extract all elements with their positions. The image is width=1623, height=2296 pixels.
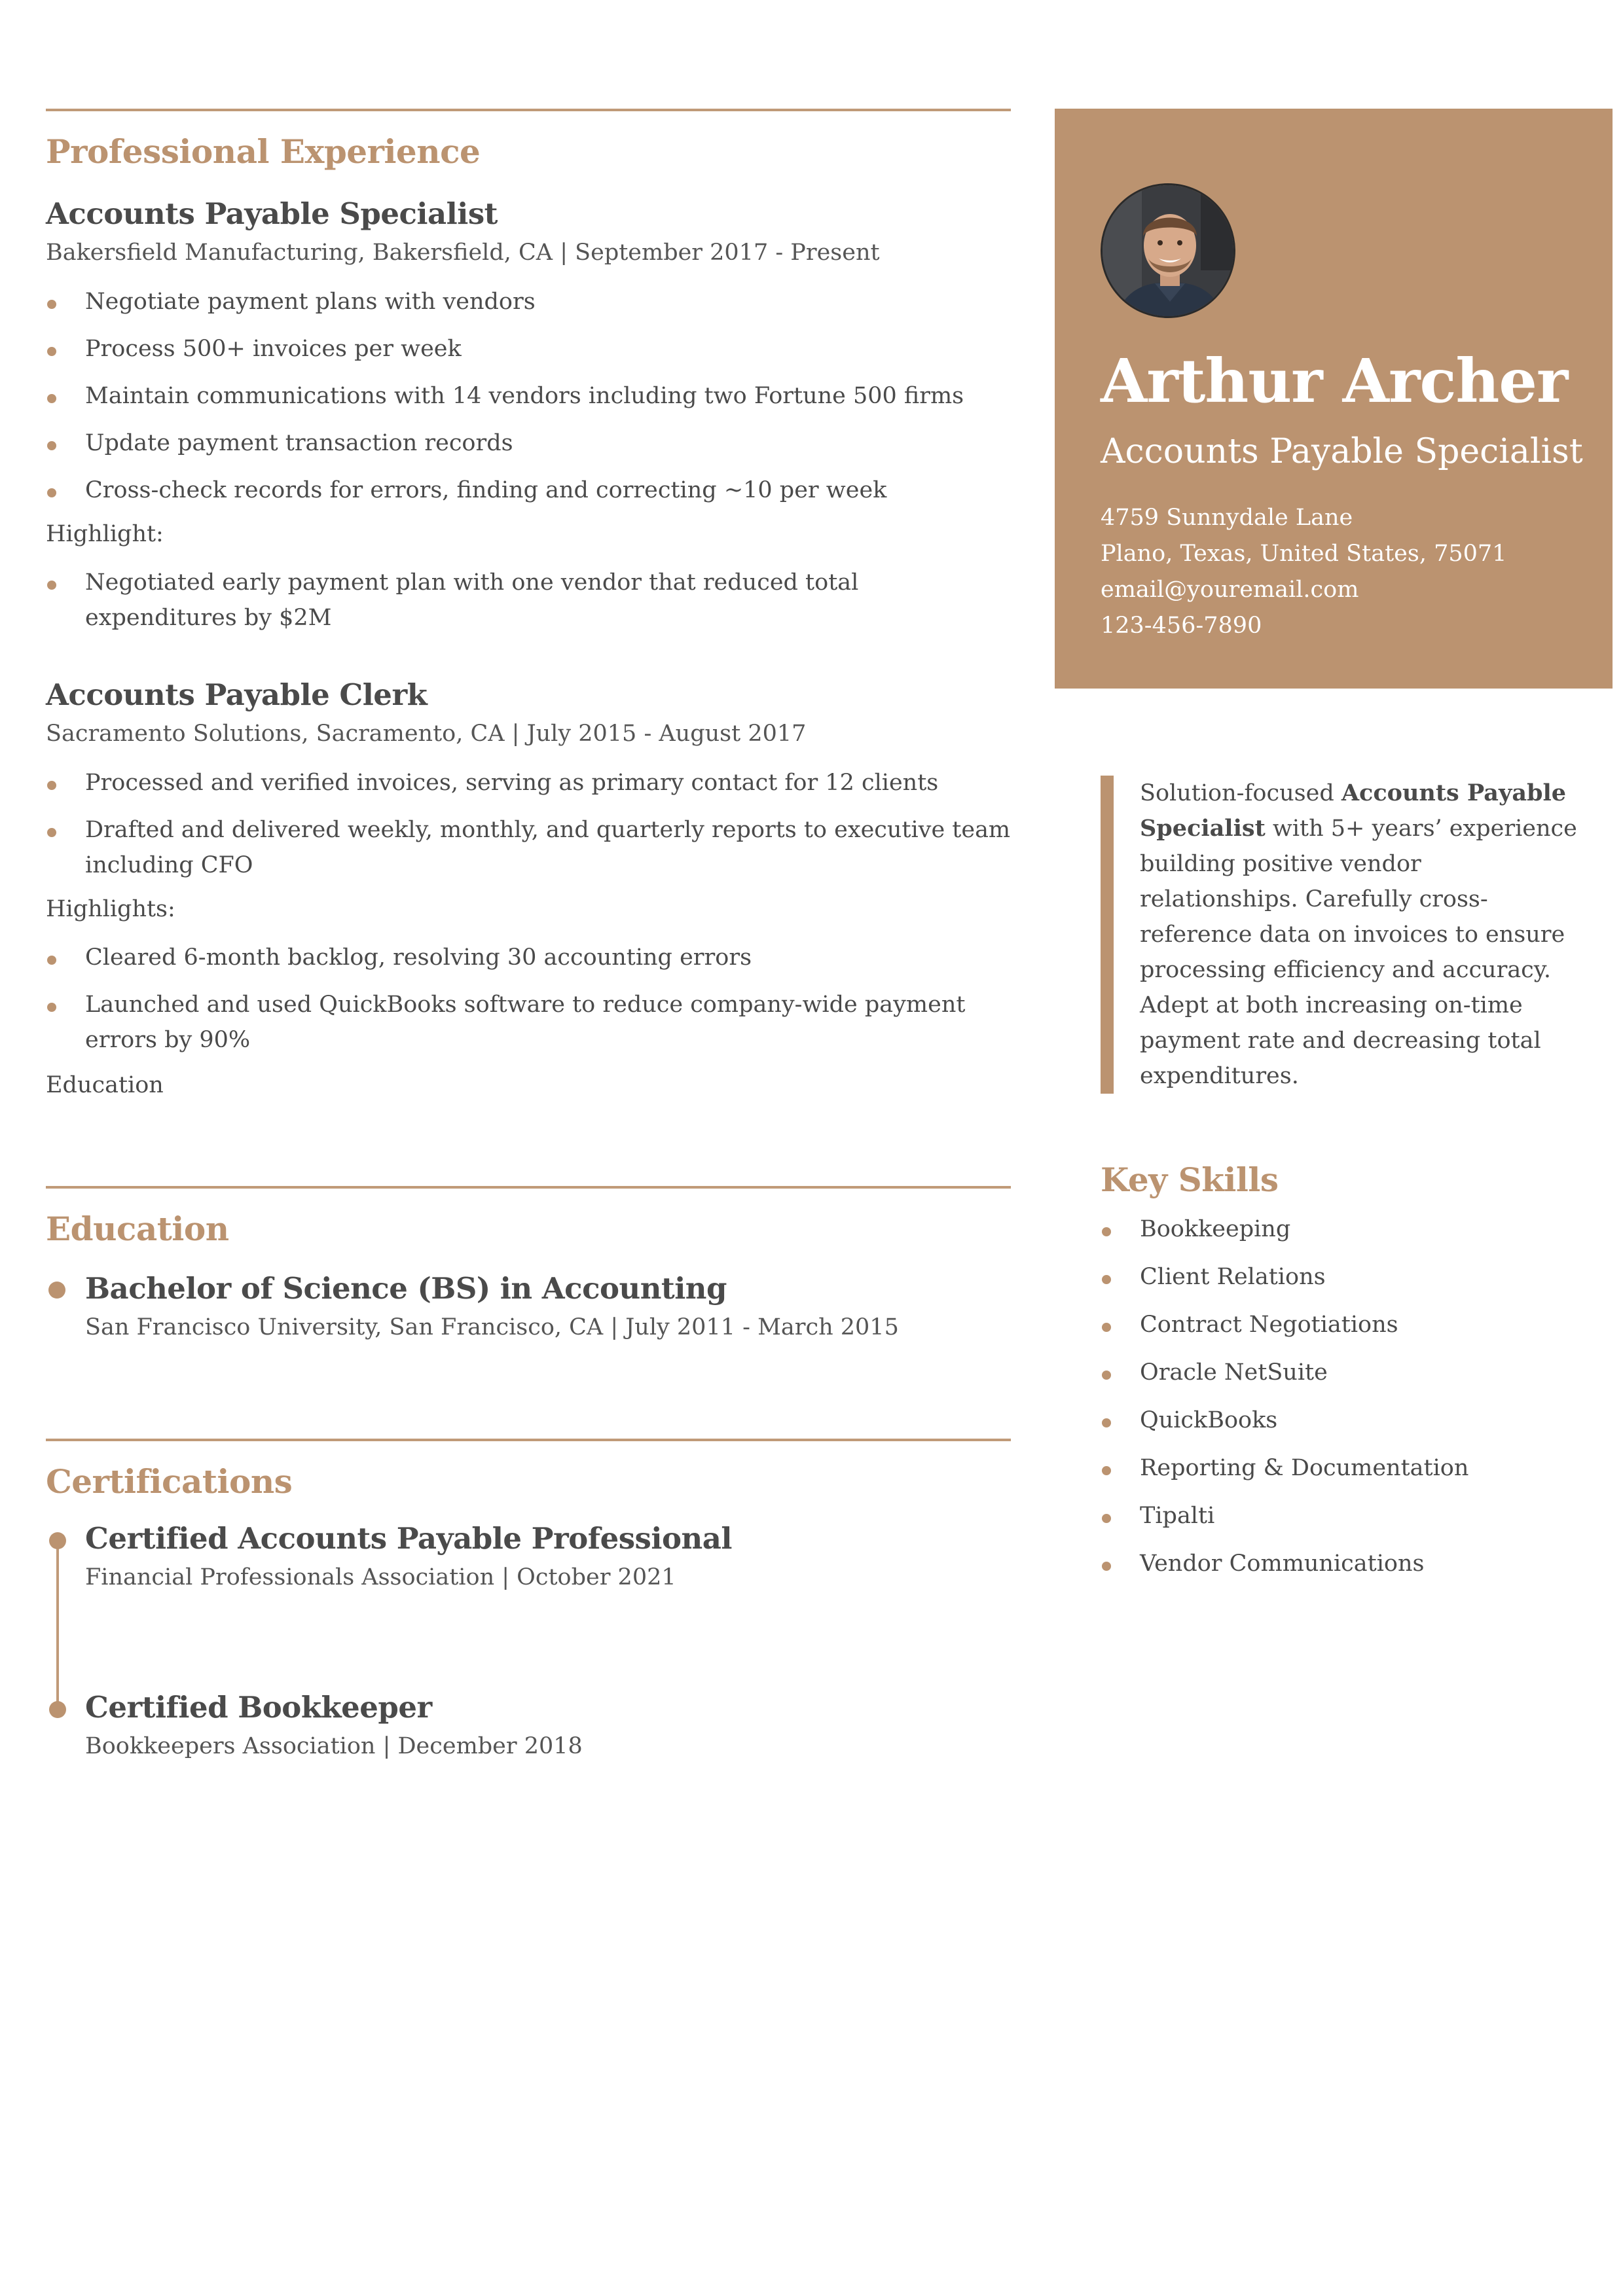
job-meta: Sacramento Solutions, Sacramento, CA | July 2015 - August 2017: [46, 721, 807, 747]
highlights-label: Highlight:: [46, 520, 164, 547]
bullet-dot: [1102, 1466, 1111, 1475]
avatar: [1101, 183, 1235, 318]
list-item: Cross-check records for errors, finding and correcting ~10 per week: [46, 473, 1011, 508]
certification-meta: Financial Professionals Association | October 2021: [85, 1564, 676, 1590]
list-item: Drafted and delivered weekly, monthly, and quarterly reports to executive team including CFO: [46, 812, 1011, 883]
job-duties-list: [46, 765, 1011, 883]
bullet-dot: [47, 441, 56, 450]
avatar-photo: [1103, 185, 1235, 318]
job-meta: Bakersfield Manufacturing, Bakersfield, CA | September 2017 - Present: [46, 240, 880, 266]
summary-bold-title: Accounts Payable Specialist: [1140, 780, 1567, 842]
address-line-2: Plano, Texas, United States, 75071: [1101, 540, 1507, 567]
address-line-1: 4759 Sunnydale Lane: [1101, 504, 1353, 531]
skill-item: Vendor Communications: [1101, 1546, 1598, 1581]
skill-item: Tipalti: [1101, 1498, 1598, 1534]
candidate-headline: Accounts Payable Specialist: [1101, 432, 1583, 472]
summary-intro: Solution-focused: [1140, 780, 1341, 806]
timeline-dot: [49, 1701, 66, 1718]
skills-list: [1101, 1211, 1598, 1581]
certification-item: [46, 1690, 1011, 1759]
candidate-name: Arthur Archer: [1101, 346, 1568, 416]
bullet-dot: [47, 828, 56, 837]
certification-meta: Bookkeepers Association | December 2018: [85, 1732, 583, 1759]
job-entry: [46, 196, 1011, 636]
degree-title: Bachelor of Science (BS) in Accounting: [85, 1270, 727, 1306]
section-title-education: Education: [46, 1209, 229, 1248]
timeline-dot: [49, 1532, 66, 1549]
bullet-dot: [47, 488, 56, 497]
skill-item: Reporting & Documentation: [1101, 1450, 1598, 1486]
skill-item: QuickBooks: [1101, 1403, 1598, 1438]
skill-item: Bookkeeping: [1101, 1211, 1598, 1247]
list-item: Negotiated early payment plan with one vendor that reduced total expenditures by $2M: [46, 565, 1011, 636]
bullet-dot: [47, 781, 56, 790]
job-title: Accounts Payable Clerk: [46, 677, 428, 712]
certification-item: [46, 1521, 1011, 1590]
bullet-dot: [1102, 1371, 1111, 1380]
skill-item: Oracle NetSuite: [1101, 1355, 1598, 1390]
summary-rest: with 5+ years’ experience building positive vendor relationships. Carefully cross-reference data on invoices to ensure processing efficiency and accuracy. Adept at both increasing on-time payment rate and decreasing total expenditures.: [1140, 816, 1577, 1089]
section-title-certifications: Certifications: [46, 1462, 293, 1501]
certification-name: Certified Accounts Payable Professional: [85, 1520, 732, 1556]
list-item: Process 500+ invoices per week: [46, 331, 1011, 367]
job-duties-list: [46, 284, 1011, 508]
certifications-timeline: [46, 1521, 1011, 1759]
job-title: Accounts Payable Specialist: [46, 196, 498, 231]
list-item: Cleared 6-month backlog, resolving 30 accounting errors: [46, 940, 1011, 975]
bullet-dot: [47, 347, 56, 356]
contact-info: [1101, 500, 1613, 644]
list-item: Update payment transaction records: [46, 425, 1011, 461]
list-item: Processed and verified invoices, serving as primary contact for 12 clients: [46, 765, 1011, 800]
bullet-dot: [1102, 1562, 1111, 1571]
bullet-dot: [47, 394, 56, 403]
profile-header-box: [1055, 109, 1613, 689]
job-entry: [46, 677, 1011, 1058]
phone-text: 123-456-7890: [1101, 612, 1262, 639]
certification-name: Certified Bookkeeper: [85, 1689, 432, 1725]
skill-item: Contract Negotiations: [1101, 1307, 1598, 1342]
bullet-dot: [47, 581, 56, 590]
bullet-dot: [47, 956, 56, 965]
degree-meta: San Francisco University, San Francisco, CA | July 2011 - March 2015: [85, 1314, 899, 1340]
education-item: [46, 1271, 1011, 1340]
experience-section: [46, 109, 1011, 1101]
certifications-section: [46, 1439, 1011, 1759]
highlights-list: [46, 940, 1011, 1058]
highlights-label: Highlights:: [46, 895, 175, 922]
skills-section: [1101, 1160, 1598, 1594]
main-column: [46, 109, 1011, 1759]
summary-block: [1101, 776, 1578, 1094]
list-item: Negotiate payment plans with vendors: [46, 284, 1011, 319]
highlights-list: [46, 565, 1011, 636]
bullet-dot: [1102, 1227, 1111, 1236]
list-item: Launched and used QuickBooks software to reduce company-wide payment errors by 90%: [46, 987, 1011, 1058]
bullet-dot: [47, 1003, 56, 1012]
bullet-dot: [48, 1282, 65, 1299]
trailing-text: Education: [46, 1072, 164, 1098]
list-item: Maintain communications with 14 vendors including two Fortune 500 firms: [46, 378, 1011, 414]
bullet-dot: [1102, 1323, 1111, 1332]
email-text: email@youremail.com: [1101, 576, 1359, 603]
bullet-dot: [1102, 1418, 1111, 1427]
section-title-skills: Key Skills: [1101, 1160, 1279, 1199]
education-section: [46, 1186, 1011, 1340]
bullet-dot: [47, 300, 56, 309]
bullet-dot: [1102, 1275, 1111, 1284]
bullet-dot: [1102, 1514, 1111, 1523]
skill-item: Client Relations: [1101, 1259, 1598, 1295]
section-title-experience: Professional Experience: [46, 132, 481, 171]
